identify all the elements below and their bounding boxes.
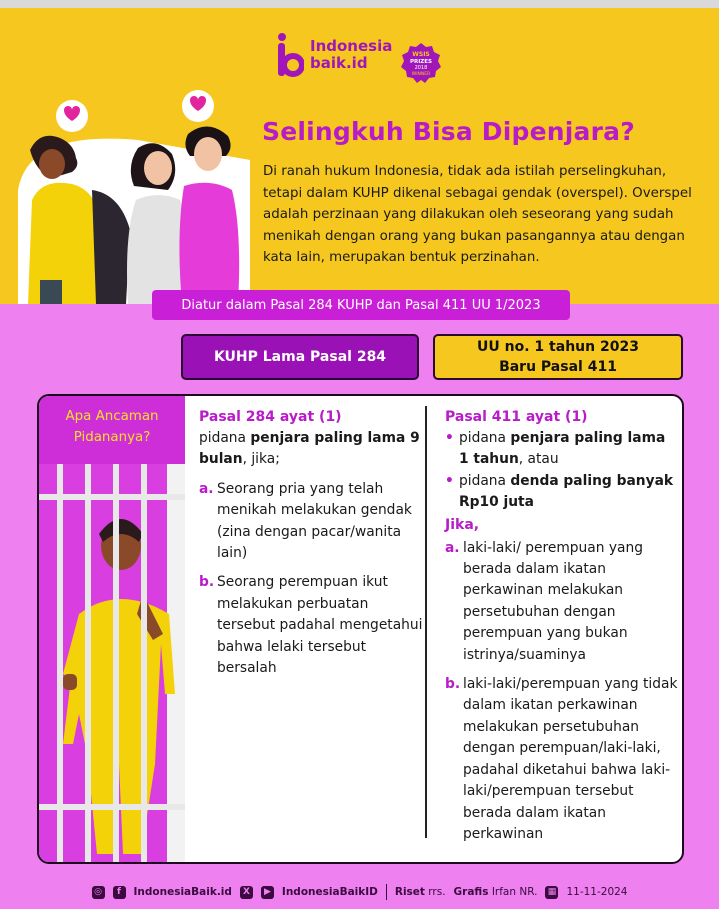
bullet-text: pidana penjara paling lama 1 tahun, atau: [459, 430, 666, 468]
badge-top-text: WSIS: [412, 51, 430, 58]
pasal-411-heading: Pasal 411 ayat (1): [445, 409, 588, 425]
footer-grafis: Grafis Irfan NR.: [453, 886, 538, 898]
list-item: [199, 572, 429, 679]
badge-year-text: 2018: [414, 65, 428, 71]
pasal-284-penalty: [199, 428, 429, 471]
side-question: [39, 406, 185, 448]
page-title: Selingkuh Bisa Dipenjara?: [262, 117, 635, 146]
list-text: Seorang pria yang telah menikah melakukan gendak (zina dengan pacar/wanita lain): [217, 480, 412, 562]
penalty-prefix: pidana: [199, 430, 251, 446]
footer-date: 11-11-2024: [566, 886, 628, 898]
badge-mid-text: PRIZES: [409, 59, 433, 65]
penalty-bullet: [445, 471, 679, 514]
list-item: [445, 674, 679, 845]
bullet-dot-icon: •: [445, 430, 454, 446]
penalty-emphasis: penjara paling lama 9 bulan: [199, 430, 420, 468]
side-question-line2: Pidananya?: [73, 430, 151, 445]
tab-uu-2023-line1: UU no. 1 tahun 2023: [477, 339, 639, 355]
footer-handle-2: IndonesiaBaikID: [281, 886, 378, 898]
footer-separator: [386, 884, 387, 900]
bullet-dot-icon: •: [445, 472, 454, 489]
list-text: laki-laki/ perempuan yang berada dalam ikatan perkawinan melakukan persetubuhan dengan perempuan yang bukan istrinya/suaminya: [463, 539, 643, 663]
couple-illustration: [18, 90, 258, 304]
side-panel: [39, 396, 185, 862]
side-question-line1: Apa Ancaman: [65, 409, 159, 424]
list-marker: a.: [199, 480, 214, 497]
list-marker: a.: [445, 539, 460, 556]
uu-2023-column: [445, 406, 679, 845]
penalty-suffix: , jika;: [242, 451, 280, 468]
list-item: [199, 479, 429, 565]
jika-label: Jika,: [445, 516, 480, 533]
wsis-prize-badge: [400, 42, 442, 84]
logo-mark-icon: [276, 32, 304, 78]
tab-uu-2023-line2: Baru Pasal 411: [499, 359, 617, 375]
intro-paragraph: Di ranah hukum Indonesia, tidak ada istilah perselingkuhan, tetapi dalam KUHP dikenal sebagai gendak (overspel). Overspel adalah perzinaan yang dilakukan oleh seseorang yang sudah menikah dengan orang yang bukan pasangannya atau dengan kata lain, merupakan bentuk perzinahan.: [263, 164, 692, 266]
list-text: laki-laki/perempuan yang tidak dalam ikatan perkawinan melakukan persetubuhan dengan perempuan/laki-laki, padahal diketahui bahwa laki-laki/perempuan tersebut berada dalam ikatan perkawinan: [463, 676, 678, 842]
list-marker: b.: [445, 676, 461, 693]
regulation-banner: Diatur dalam Pasal 284 KUHP dan Pasal 411 UU 1/2023: [152, 290, 570, 320]
tab-kuhp-lama: KUHP Lama Pasal 284: [181, 334, 419, 380]
bullet-text: pidana denda paling banyak Rp10 juta: [459, 472, 674, 511]
youtube-icon: ▶: [261, 886, 274, 899]
top-border: [0, 0, 719, 8]
brand-name-line1: Indonesia: [310, 37, 393, 55]
brand-name-line2: baik.id: [310, 54, 368, 72]
kuhp-lama-column: [199, 406, 429, 679]
x-icon: X: [240, 886, 253, 899]
footer-riset: Riset rrs.: [394, 886, 446, 898]
list-item: [445, 538, 679, 666]
brand-logo: [276, 32, 392, 78]
badge-bottom-text: WINNER: [411, 72, 431, 77]
footer: [0, 878, 719, 906]
footer-handle-1: IndonesiaBaik.id: [133, 886, 232, 898]
prisoner-illustration: [39, 464, 185, 862]
pasal-284-heading: Pasal 284 ayat (1): [199, 409, 342, 425]
brand-name: [310, 38, 392, 72]
calendar-icon: ▦: [545, 886, 558, 899]
tab-uu-2023: [433, 334, 683, 380]
list-text: Seorang perempuan ikut melakukan perbuatan tersebut padahal mengetahui bahwa lelaki tersebut bersalah: [217, 574, 423, 677]
facebook-icon: f: [113, 886, 126, 899]
penalty-bullet: [445, 428, 679, 471]
comparison-card: [37, 394, 684, 864]
instagram-icon: ◎: [92, 886, 105, 899]
list-marker: b.: [199, 574, 215, 591]
column-divider: [425, 406, 427, 838]
